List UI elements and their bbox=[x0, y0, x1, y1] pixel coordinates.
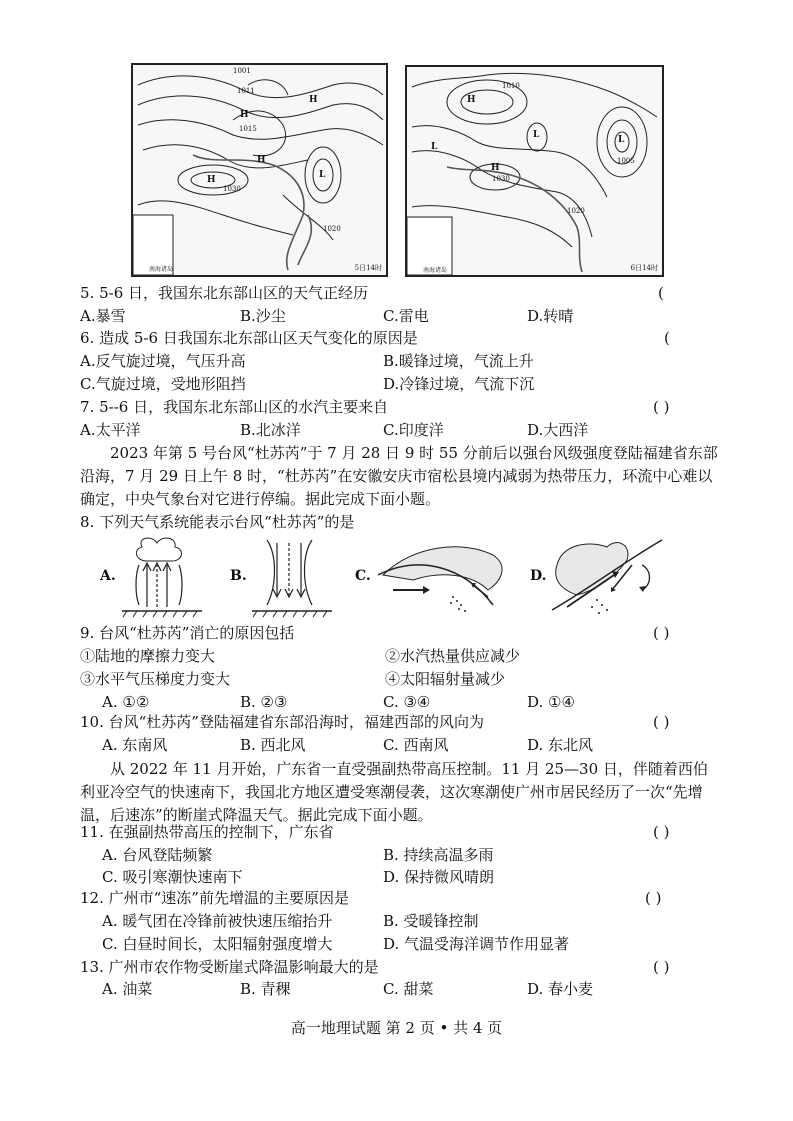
weather-system-diagrams bbox=[95, 535, 695, 620]
option-d: D. ①④ bbox=[527, 693, 575, 711]
option-d: D.大西洋 bbox=[527, 421, 589, 439]
option-c: C. ③④ bbox=[383, 693, 431, 711]
answer-bracket: ( ) bbox=[653, 624, 670, 642]
option-c: C. 吸引寒潮快速南下 bbox=[102, 868, 243, 886]
high-pressure-mark: H bbox=[491, 163, 500, 173]
map-time-label: 5日14时 bbox=[354, 264, 382, 272]
isobar-label: 1020 bbox=[567, 207, 585, 215]
weather-map-left bbox=[131, 63, 388, 277]
high-pressure-mark: H bbox=[240, 110, 249, 120]
diagram-d-frontal-system bbox=[547, 535, 667, 620]
isobar-map-left bbox=[133, 65, 386, 275]
isobar-map-right bbox=[407, 67, 662, 275]
high-pressure-mark: H bbox=[257, 155, 266, 165]
low-pressure-mark: L bbox=[618, 135, 625, 145]
question-7-stem: 7. 5--6 日，我国东北东部山区的水汽主要来自 bbox=[80, 398, 389, 416]
option-d: D.冷锋过境，气流下沉 bbox=[383, 375, 535, 393]
statement-1: ①陆地的摩擦力变大 bbox=[80, 647, 216, 665]
option-b: B. 西北风 bbox=[240, 736, 306, 754]
passage-typhoon: 2023 年第 5 号台风“杜苏芮”于 7 月 28 日 9 时 55 分前后以强台风级强度登陆福建省东部沿海，7 月 29 日上午 8 时，“杜苏芮”在安徽安庆市宿松县境内减弱为热带压力，环流中心难以确定，中央气象台对它进行停编。据此完成下面小题。 bbox=[80, 444, 718, 508]
weather-map-right bbox=[405, 65, 664, 277]
answer-bracket: ( ) bbox=[653, 398, 670, 416]
page-footer: 高一地理试题 第 2 页 • 共 4 页 bbox=[290, 1019, 503, 1037]
isobar-label: 1020 bbox=[323, 225, 341, 233]
low-pressure-mark: L bbox=[431, 142, 438, 152]
option-b: B. 持续高温多雨 bbox=[383, 846, 494, 864]
map-inset-label: 南海诸岛 bbox=[149, 266, 174, 273]
question-10-stem: 10. 台风“杜苏芮”登陆福建省东部沿海时，福建西部的风向为 bbox=[80, 713, 484, 731]
statement-2: ②水汽热量供应减少 bbox=[385, 647, 521, 665]
question-11-stem: 11. 在强副热带高压的控制下，广东省 bbox=[80, 823, 334, 841]
isobar-label: 1011 bbox=[237, 87, 255, 95]
map-time-label: 6日14时 bbox=[630, 264, 658, 272]
answer-bracket: ( bbox=[658, 284, 664, 302]
question-12-stem: 12. 广州市“速冻”前先增温的主要原因是 bbox=[80, 889, 349, 907]
option-c: C.气旋过境，受地形阻挡 bbox=[80, 375, 246, 393]
option-a: A.暴雪 bbox=[80, 307, 126, 325]
option-d: D.转晴 bbox=[527, 307, 574, 325]
diagram-c-frontal-system bbox=[373, 535, 513, 620]
option-c: C.雷电 bbox=[383, 307, 429, 325]
isobar-label: 1001 bbox=[233, 67, 251, 75]
option-d: D. 春小麦 bbox=[527, 980, 594, 998]
diagram-a-rising-airflow bbox=[117, 535, 212, 620]
question-6-stem: 6. 造成 5-6 日我国东北东部山区天气变化的原因是 bbox=[80, 329, 418, 347]
option-a: A. 暖气团在冷锋前被快速压缩抬升 bbox=[102, 912, 333, 930]
option-c: C. 白昼时间长，太阳辐射强度增大 bbox=[102, 935, 333, 953]
answer-bracket: ( ) bbox=[653, 958, 670, 976]
option-d: D. 气温受海洋调节作用显著 bbox=[383, 935, 570, 953]
option-b: B.暖锋过境，气流上升 bbox=[383, 352, 534, 370]
option-a: A. 台风登陆频繁 bbox=[102, 846, 213, 864]
option-b: B. 受暖锋控制 bbox=[383, 912, 479, 930]
statement-3: ③水平气压梯度力变大 bbox=[80, 670, 231, 688]
passage-cold-wave: 从 2022 年 11 月开始，广东省一直受强副热带高压控制。11 月 25—30 日，伴随着西伯利亚冷空气的快速南下，我国北方地区遭受寒潮侵袭，这次寒潮使广州市居民经历了一次“先增温，后速冻”的断崖式降温天气。据此完成下面小题。 bbox=[80, 760, 708, 824]
option-d: D. 保持微风晴朗 bbox=[383, 868, 495, 886]
diagram-label-b: B. bbox=[230, 568, 247, 584]
map-inset-label: 南海诸岛 bbox=[423, 267, 448, 274]
isobar-label: 1030 bbox=[223, 185, 241, 193]
question-5-stem: 5. 5-6 日，我国东北东部山区的天气正经历 bbox=[80, 284, 369, 302]
isobar-label: 1030 bbox=[492, 175, 510, 183]
option-a: A. 东南风 bbox=[102, 736, 168, 754]
answer-bracket: ( ) bbox=[645, 889, 662, 907]
diagram-label-d: D. bbox=[530, 568, 547, 584]
option-b: B.沙尘 bbox=[240, 307, 286, 325]
low-pressure-mark: L bbox=[533, 130, 540, 140]
option-a: A. ①② bbox=[102, 693, 150, 711]
diagram-label-c: C. bbox=[355, 568, 371, 584]
option-c: C.印度洋 bbox=[383, 421, 444, 439]
option-a: A.太平洋 bbox=[80, 421, 141, 439]
statement-4: ④太阳辐射量减少 bbox=[385, 670, 506, 688]
option-a: A. 油菜 bbox=[102, 980, 153, 998]
question-13-stem: 13. 广州市农作物受断崖式降温影响最大的是 bbox=[80, 958, 379, 976]
high-pressure-mark: H bbox=[309, 95, 318, 105]
option-b: B. ②③ bbox=[240, 693, 288, 711]
option-b: B. 青稞 bbox=[240, 980, 291, 998]
question-9-stem: 9. 台风“杜苏芮”消亡的原因包括 bbox=[80, 624, 295, 642]
isobar-label: 1015 bbox=[239, 125, 257, 133]
option-d: D. 东北风 bbox=[527, 736, 594, 754]
low-pressure-mark: L bbox=[319, 170, 326, 180]
option-c: C. 甜菜 bbox=[383, 980, 434, 998]
high-pressure-mark: H bbox=[467, 95, 476, 105]
option-a: A.反气旋过境，气压升高 bbox=[80, 352, 246, 370]
option-b: B.北冰洋 bbox=[240, 421, 301, 439]
answer-bracket: ( bbox=[664, 329, 670, 347]
question-8-stem: 8. 下列天气系统能表示台风“杜苏芮”的是 bbox=[80, 513, 355, 531]
isobar-label: 1005 bbox=[617, 157, 635, 165]
high-pressure-mark: H bbox=[207, 175, 216, 185]
diagram-b-sinking-airflow bbox=[247, 535, 342, 620]
option-c: C. 西南风 bbox=[383, 736, 449, 754]
answer-bracket: ( ) bbox=[653, 823, 670, 841]
isobar-label: 1010 bbox=[502, 82, 520, 90]
answer-bracket: ( ) bbox=[653, 713, 670, 731]
diagram-label-a: A. bbox=[100, 568, 116, 584]
